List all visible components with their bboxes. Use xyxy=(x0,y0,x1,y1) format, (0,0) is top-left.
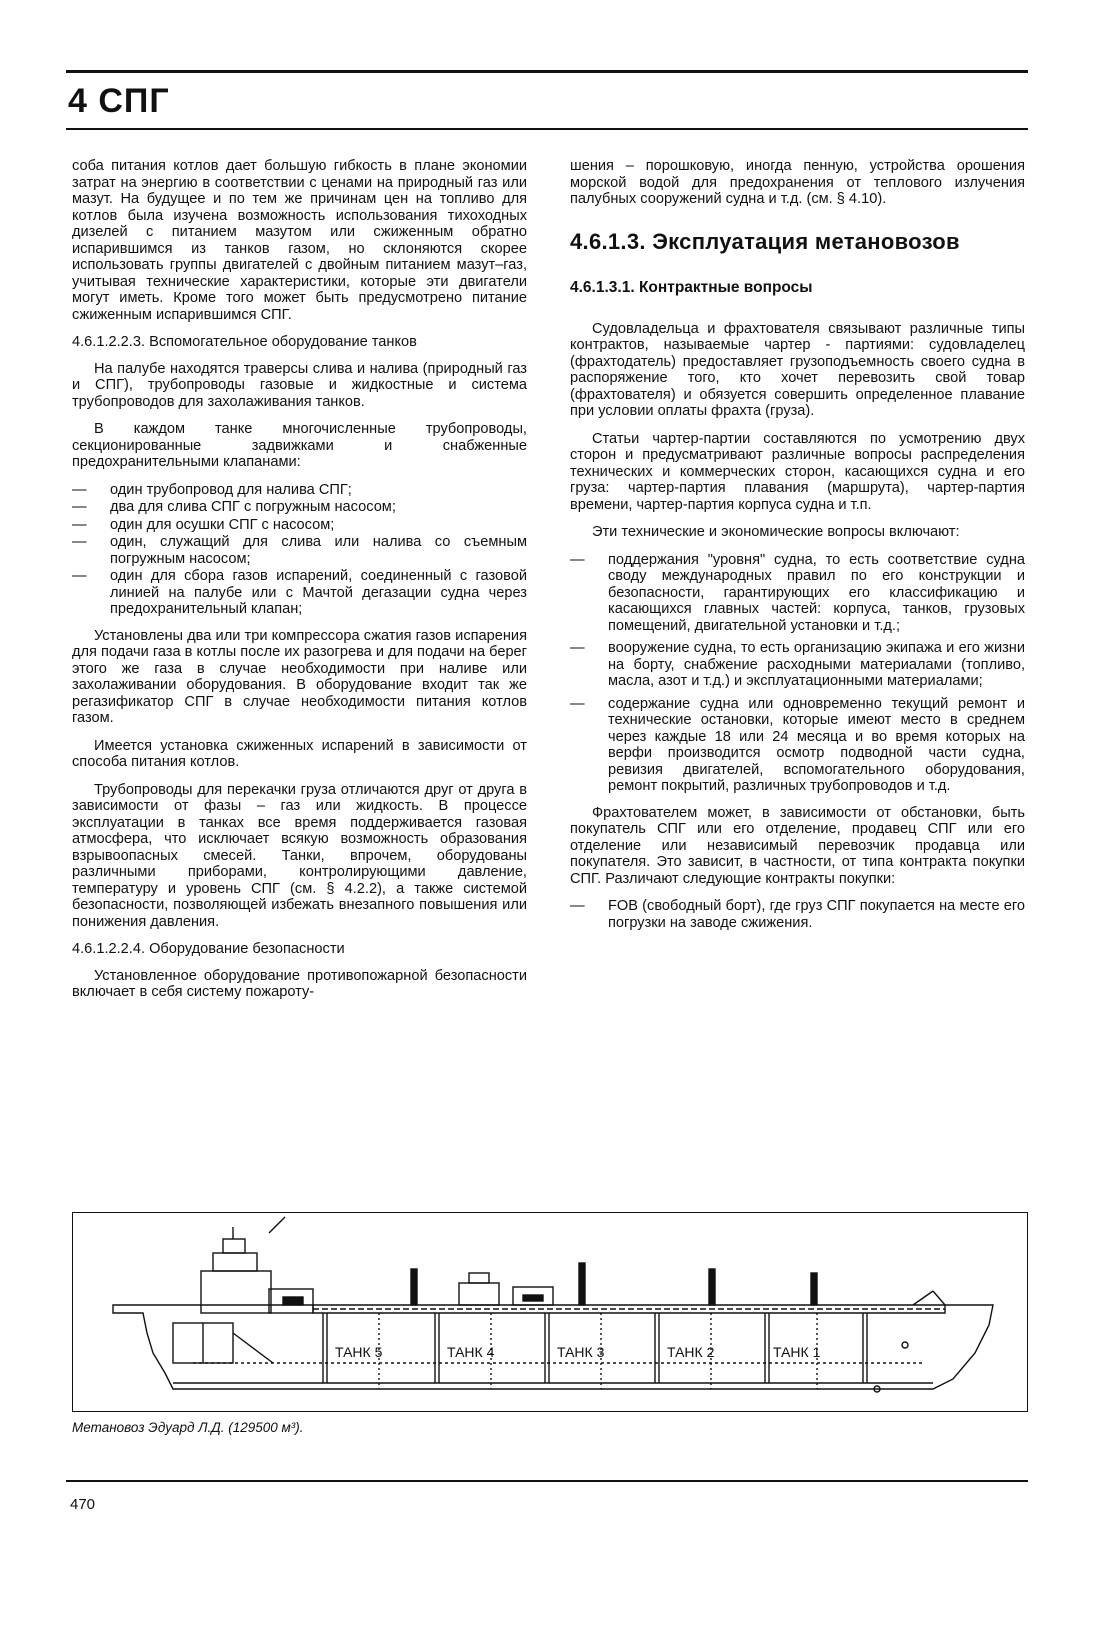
mast xyxy=(411,1269,417,1305)
list-item: — два для слива СПГ с погружным насосом; xyxy=(72,499,527,516)
paragraph: На палубе находятся траверсы слива и налива (природный газ и СПГ), трубопроводы газовые и жидкостные и система трубопроводов для захолаживания танков. xyxy=(72,360,527,410)
section-heading: 4.6.1.2.2.4. Оборудование безопасности xyxy=(72,941,345,957)
page-number: 470 xyxy=(70,1496,96,1513)
tank-label: ТАНК 4 xyxy=(447,1344,495,1360)
header-rule xyxy=(66,128,1028,130)
pipeline-list xyxy=(72,482,527,618)
paragraph: Трубопроводы для перекачки груза отличаются друг от друга в зависимости от фазы – газ или жидкость. В процессе эксплуатации в танках все время поддерживается газовая атмосфера, что исключает всякую возможность образования взрывоопасных смесей. Танки, впрочем, оборудованы различными приборами, контролирующими давление, температуру и уровень СПГ (см. § 4.2.2), а также системой безопасности, позволяющей избежать внезапного повышения или понижения давления. xyxy=(72,781,527,930)
paragraph: Установлены два или три компрессора сжатия газов испарения для подачи газа в котлы после их разогрева и для подачи на берег этого же газа в случае необходимости при наливе или захолаживании оборудования. В оборудование входит так же регазификатор СПГ в случае необходимости питания котлов газом. xyxy=(72,627,527,726)
tank-label: ТАНК 2 xyxy=(667,1344,715,1360)
section-heading: 4.6.1.3. Эксплуатация метановозов xyxy=(570,228,960,254)
section-heading: 4.6.1.2.2.3. Вспомогательное оборудование танков xyxy=(72,334,417,350)
paragraph: Эти технические и экономические вопросы включают: xyxy=(592,524,960,540)
tank-label: ТАНК 3 xyxy=(557,1344,605,1360)
list-item: — один трубопровод для налива СПГ; xyxy=(72,482,527,499)
figure-caption: Метановоз Эдуард Л.Д. (129500 м³). xyxy=(72,1420,304,1435)
list-item: — вооружение судна, то есть организацию экипажа и его жизни на борту, снабжение расходными материалами (топливо, масла, азот и т.д.) и эксплуатационными материалами; xyxy=(570,640,1025,690)
paragraph: Фрахтователем может, в зависимости от обстановки, быть покупатель СПГ или его отделение, продавец СПГ или его отделение или независимый перевозчик продавца или покупателя. Это зависит, в частности, от типа контракта покупки СПГ. Различают следующие контракты покупки: xyxy=(570,804,1025,887)
list-item: — содержание судна или одновременно текущий ремонт и технические остановки, которые имеют место в среднем через каждые 18 или 24 месяца и во время которых на верфи производится осмотр подводной части судна, ревизия двигателей, вспомогательного оборудования, ремонт покрытий, различных трубопроводов и т.д. xyxy=(570,696,1025,795)
mast xyxy=(709,1269,715,1305)
mast xyxy=(579,1263,585,1305)
paragraph: Статьи чартер-партии составляются по усмотрению двух сторон и предусматривают различные вопросы распределения технических и коммерческих сторон, касающихся судна и его груза: чартер-партия плавания (маршрута), чартер-партия времени, чартер-партия корпуса судна и т.п. xyxy=(570,430,1025,513)
list-item: — поддержания "уровня" судна, то есть соответствие судна своду международных правил по его конструкции и безопасности, гарантирующих его классификацию и касающихся главных частей: корпуса, танков, грузовых помещений, двигательной установки и т.д.; xyxy=(570,552,1025,635)
paragraph: В каждом танке многочисленные трубопроводы, секционированные задвижками и снабженные предохранительными клапанами: xyxy=(72,421,527,470)
mast xyxy=(811,1273,817,1305)
chapter-title: 4 СПГ xyxy=(68,82,170,120)
paragraph: Судовладельца и фрахтователя связывают различные типы контрактов, называемые чартер - партиями: судовладелец (фрахтодатель) предоставляет грузоподъемность своего судна в распоряжение того, кто хочет перевозить свой товар (фрахтователя) и обязуется совершить определенное плавание при условии оплаты фрахта (груза). xyxy=(570,320,1025,419)
right-column xyxy=(570,158,1025,941)
hull-outline xyxy=(113,1305,993,1389)
left-column xyxy=(72,158,527,1012)
tank-label: ТАНК 1 xyxy=(773,1344,821,1360)
list-item: — FOB (свободный борт), где груз СПГ покупается на месте его погрузки на заводе сжижения. xyxy=(570,898,1025,931)
ship-diagram xyxy=(73,1213,1029,1413)
paragraph: соба питания котлов дает большую гибкость в плане экономии затрат на энергию в соответствии с ценами на природный газ или мазут. На будущее и по тем же причинам цен на топливо для котлов была изучена возможность использования тихоходных дизелей с питанием мазутом или сжиженным обратно испарившимся из танков газом, но склоняются скорее использовать группы двигателей с двойным питанием мазут–газ, учитывая технические характеристики, которые эти двигатели могут иметь. Кроме того может быть предусмотрено питание сжиженным испарившимся СПГ. xyxy=(72,158,527,323)
paragraph: шения – порошковую, иногда пенную, устройства орошения морской водой для предохранения от теплового излучения палубных сооружений судна и т.д. (см. § 4.10). xyxy=(570,158,1025,207)
subsection-heading: 4.6.1.3.1. Контрактные вопросы xyxy=(570,279,813,296)
list-item: — один, служащий для слива или налива со съемным погружным насосом; xyxy=(72,534,527,567)
superstructure xyxy=(201,1271,271,1313)
paragraph: Установленное оборудование противопожарной безопасности включает в себя систему пожароту- xyxy=(72,967,527,1000)
contracts-list xyxy=(570,898,1025,931)
list-item: — один для сбора газов испарений, соединенный с газовой линией на палубе или с Мачтой дегазации судна через предохранительный клапан; xyxy=(72,568,527,618)
footer-rule xyxy=(66,1480,1028,1482)
tank-label: ТАНК 5 xyxy=(335,1344,383,1360)
list-item: — один для осушки СПГ с насосом; xyxy=(72,517,527,534)
issues-list xyxy=(570,552,1025,795)
ship-figure xyxy=(72,1212,1028,1412)
paragraph: Имеется установка сжиженных испарений в зависимости от способа питания котлов. xyxy=(72,737,527,770)
top-rule xyxy=(66,70,1028,73)
